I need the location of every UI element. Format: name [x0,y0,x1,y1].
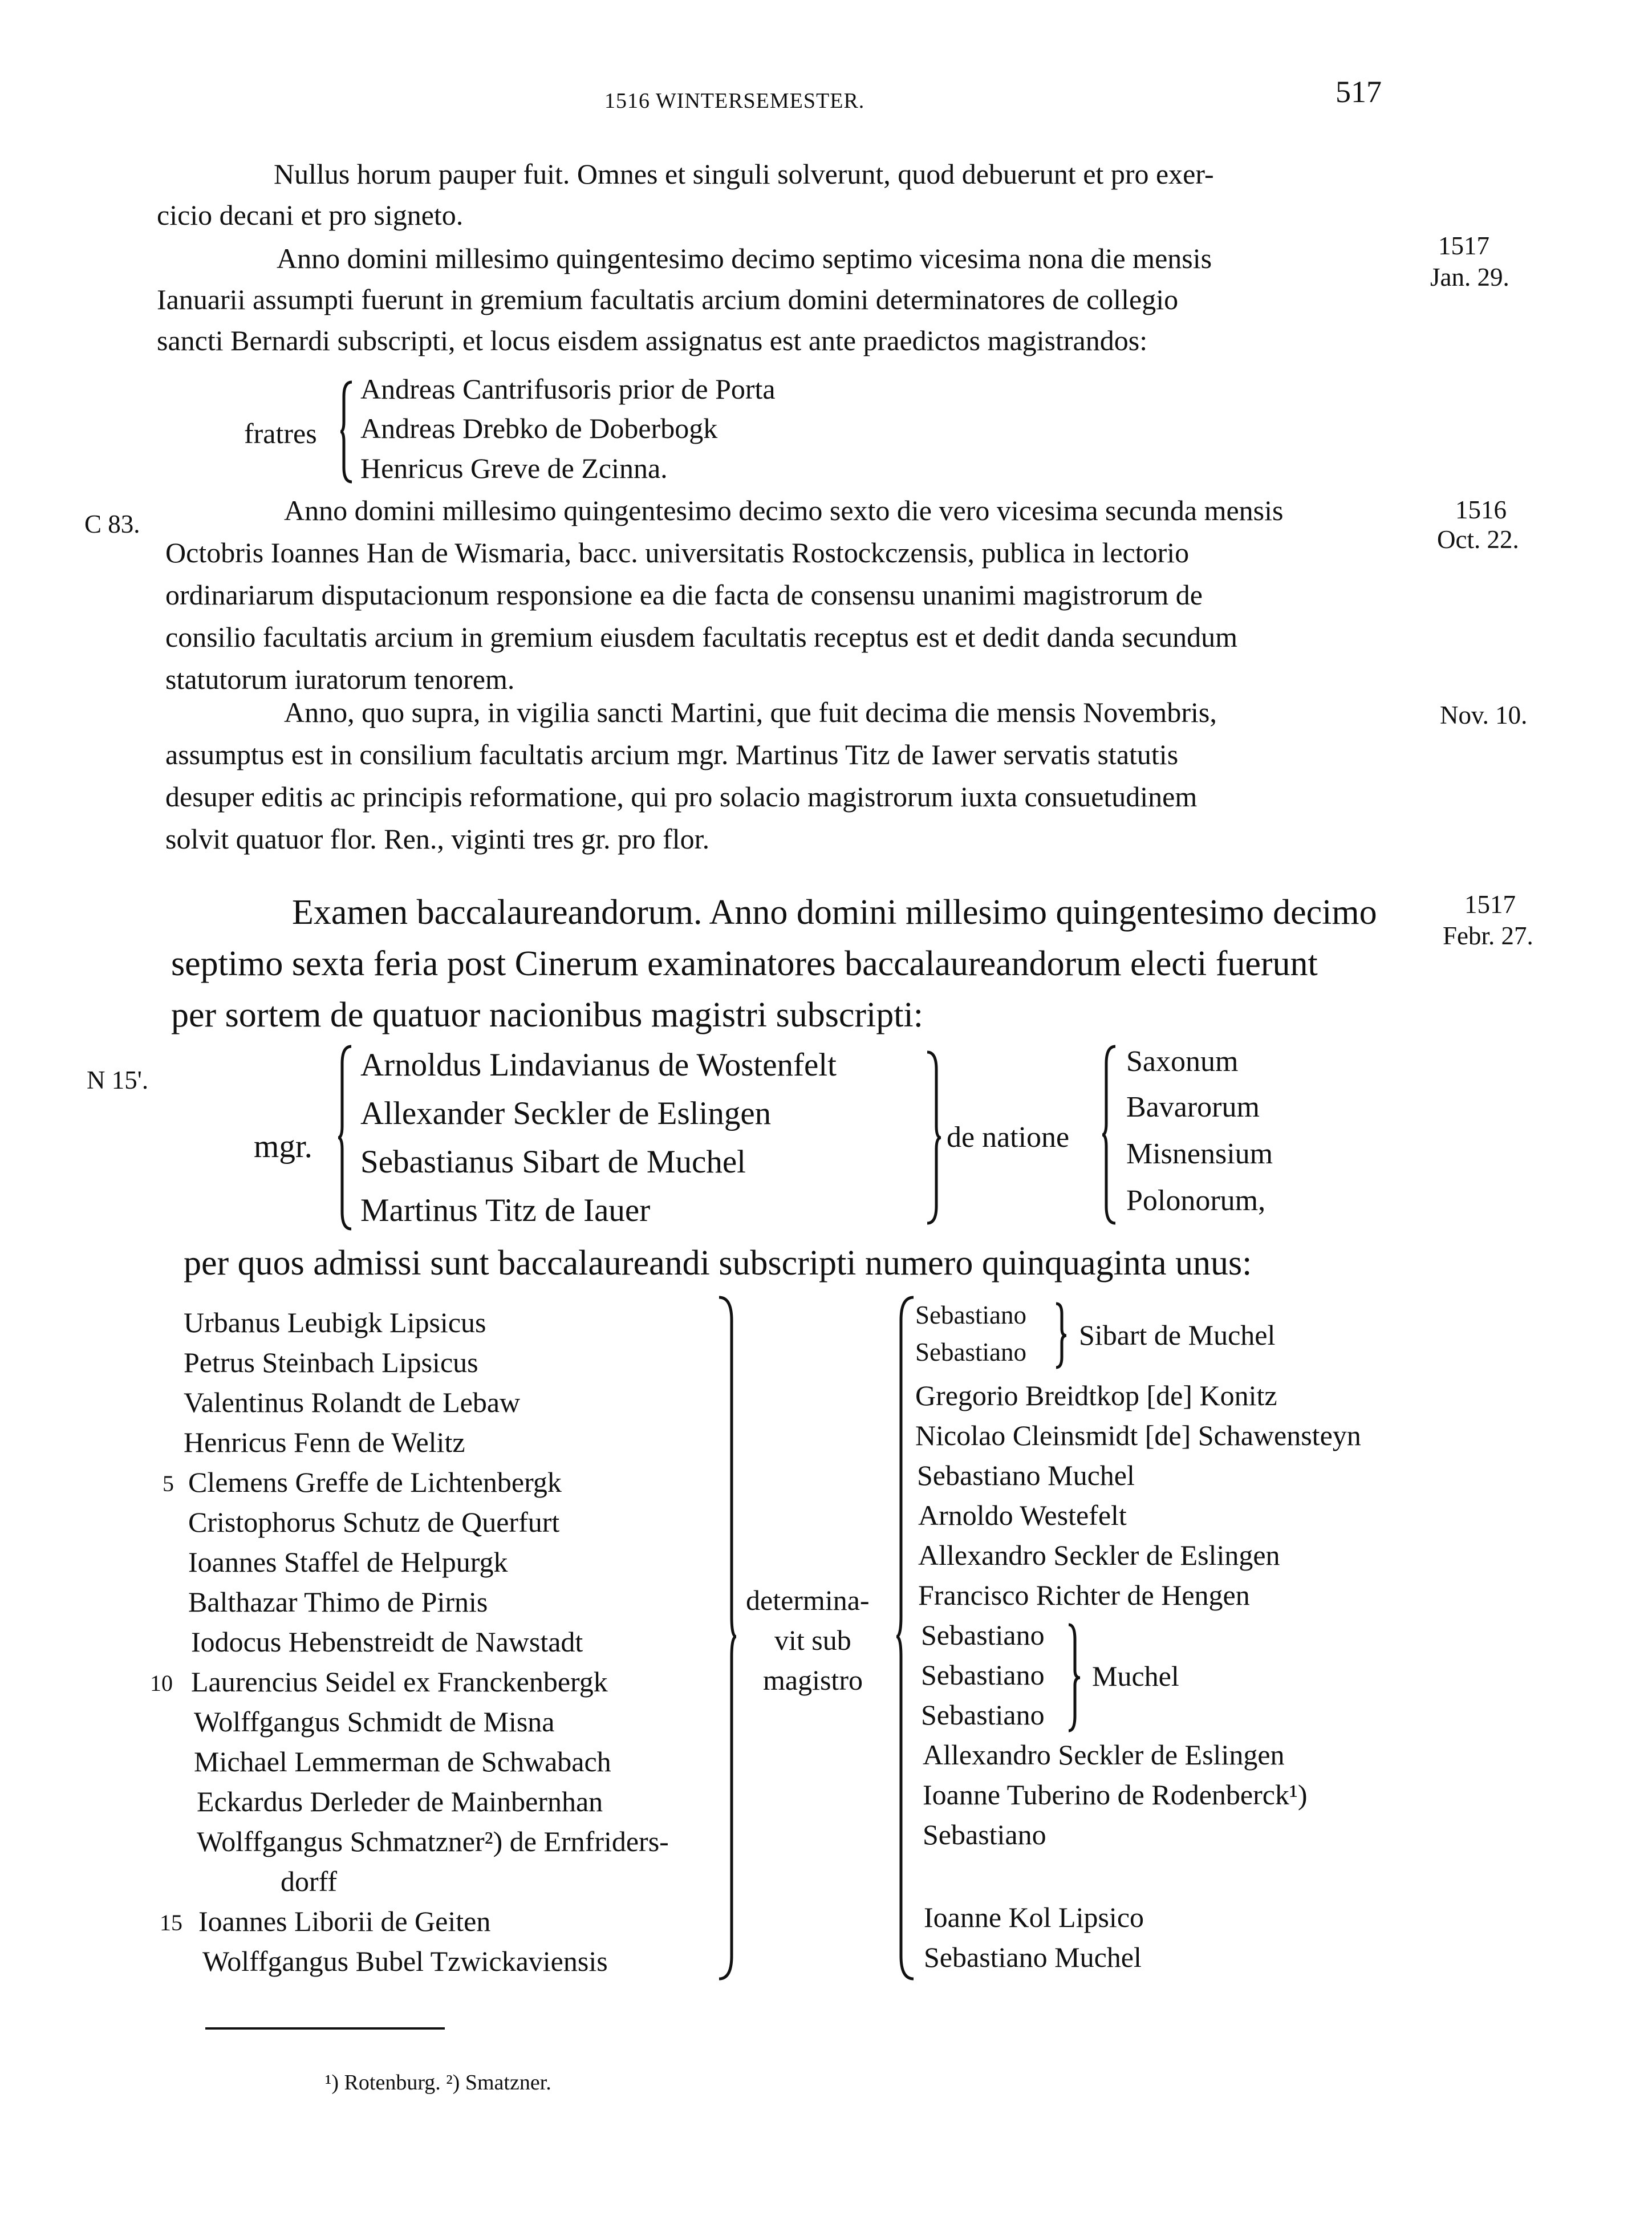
para3-line: Anno domini millesimo quingentesimo decimo sexto die vero vicesima secunda mensis [284,494,1284,526]
footnotes: ¹) Rotenburg. ²) Smatzner. [325,2071,551,2095]
student-name: Iodocus Hebenstreidt de Nawstadt [191,1626,583,1658]
student-name: Clemens Greffe de Lichtenbergk [188,1466,562,1498]
margin-date: Oct. 22. [1437,525,1519,554]
nation: Misnensium [1126,1138,1273,1170]
examiners-brace-right [924,1049,943,1226]
magister-suffix: Sibart de Muchel [1079,1319,1276,1351]
nation: Bavarorum [1126,1091,1260,1123]
fratres-name: Andreas Drebko de Doberbogk [360,412,718,444]
fratres-brace [339,379,356,485]
para4-line: desuper editis ac principis reformatione, qui pro solacio magistrorum iuxta consuetudinem [165,781,1198,813]
magistri-sub-brace-1 [1054,1301,1070,1370]
margin-date: Nov. 10. [1440,701,1528,729]
student-name: Wolffgangus Bubel Tzwickaviensis [202,1945,608,1977]
fratres-name: Henricus Greve de Zcinna. [360,452,668,484]
magister: Francisco Richter de Hengen [918,1579,1250,1611]
magister: Arnoldo Westefelt [918,1499,1127,1531]
margin-year: 1516 [1455,496,1507,524]
determinavit-line: vit sub [774,1624,851,1656]
magister: Ioanne Kol Lipsico [924,1901,1144,1933]
fratres-name: Andreas Cantrifusoris prior de Porta [360,373,776,405]
para1-line: cicio decani et pro signeto. [157,199,464,231]
margin-year: 1517 [1464,890,1516,919]
para2-line: sancti Bernardi subscripti, et locus eisdem assignatus est ante praedictos magistrandos: [157,324,1148,356]
student-name-cont: dorff [281,1865,338,1897]
magister: Sebastiano Muchel [917,1459,1135,1491]
margin-date: Jan. 29. [1430,263,1509,291]
margin-ref: N 15'. [87,1066,149,1094]
magister: Ioanne Tuberino de Rodenberck¹) [923,1779,1308,1811]
student-name: Michael Lemmerman de Schwabach [194,1746,611,1778]
para2-line: Ianuarii assumpti fuerunt in gremium facultatis arcium domini determinatores de collegio [157,283,1179,315]
para3-line: consilio facultatis arcium in gremium eiusdem facultatis receptus est et dedit danda secundum [165,621,1237,653]
margin-ref: C 83. [84,510,140,538]
line-number: 15 [160,1910,182,1935]
magister: Sebastiano [915,1338,1026,1366]
student-name: Ioannes Staffel de Helpurgk [188,1546,508,1578]
line-number: 5 [163,1471,174,1496]
student-name: Urbanus Leubigk Lipsicus [184,1306,486,1338]
para3-line: ordinariarum disputacionum responsione ea die facta de consensu unanimi magistrorum de [165,579,1203,611]
footnote-rule [205,2027,445,2030]
student-name: Henricus Fenn de Welitz [184,1426,465,1458]
student-name: Valentinus Rolandt de Lebaw [184,1386,521,1418]
magistri-sub-brace-2 [1066,1622,1083,1734]
student-name: Ioannes Liborii de Geiten [198,1905,491,1937]
students-brace [716,1295,738,1985]
page-number: 517 [1336,75,1382,109]
margin-date: Febr. 27. [1443,922,1533,950]
magister: Sebastiano [921,1699,1045,1731]
determinavit-line: magistro [763,1664,863,1696]
magistri-brace [894,1295,917,1985]
examiner-name: Sebastianus Sibart de Muchel [360,1144,746,1180]
magister: Sebastiano Muchel [924,1941,1142,1973]
magister: Allexandro Seckler de Eslingen [923,1739,1285,1771]
para3-line: Octobris Ioannes Han de Wismaria, bacc. universitatis Rostockczensis, publica in lectorio [165,537,1190,569]
fratres-label: fratres [244,417,317,449]
magister: Gregorio Breidtkop [de] Konitz [915,1379,1277,1411]
student-name: Laurencius Seidel ex Franckenbergk [191,1666,608,1698]
nations-brace [1101,1044,1120,1226]
student-name: Eckardus Derleder de Mainbernhan [197,1785,603,1817]
examiners-brace-left [336,1044,356,1232]
examen-line: Examen baccalaureandorum. Anno domini millesimo quingentesimo decimo [292,893,1377,932]
margin-year: 1517 [1438,232,1489,260]
examiner-name: Martinus Titz de Iauer [360,1192,651,1228]
de-natione: de natione [947,1121,1070,1154]
para1-line: Nullus horum pauper fuit. Omnes et singuli solverunt, quod debuerunt et pro exer- [274,158,1214,190]
magister: Sebastiano [921,1659,1045,1691]
para4-line: Anno, quo supra, in vigilia sancti Martini, que fuit decima die mensis Novembris, [284,696,1217,728]
para4-line: assumptus est in consilium facultatis arcium mgr. Martinus Titz de Iawer servatis statutis [165,738,1179,770]
admissi-line: per quos admissi sunt baccalaureandi subscripti numero quinquaginta unus: [184,1244,1252,1283]
magister: Allexandro Seckler de Eslingen [918,1539,1280,1571]
para2-line: Anno domini millesimo quingentesimo decimo septimo vicesima nona die mensis [277,242,1212,274]
magister: Sebastiano [915,1301,1026,1329]
magister: Nicolao Cleinsmidt [de] Schawensteyn [915,1419,1361,1451]
magister: Sebastiano [921,1619,1045,1651]
student-name: Petrus Steinbach Lipsicus [184,1346,478,1378]
line-number: 10 [150,1670,173,1696]
examiner-name: Allexander Seckler de Eslingen [360,1095,772,1131]
student-name: Wolffgangus Schmatzner²) de Ernfriders- [197,1825,669,1857]
student-name: Wolffgangus Schmidt de Misna [194,1706,555,1738]
student-name: Balthazar Thimo de Pirnis [188,1586,488,1618]
determinavit-line: determina- [746,1584,870,1616]
nation: Polonorum, [1126,1184,1266,1217]
examen-line: septimo sexta feria post Cinerum examinatores baccalaureandorum electi fuerunt [171,944,1318,983]
examen-line: per sortem de quatuor nacionibus magistri subscripti: [171,996,923,1034]
mgr-label: mgr. [254,1129,312,1164]
para4-line: solvit quatuor flor. Ren., viginti tres gr. pro flor. [165,823,710,855]
examiner-name: Arnoldus Lindavianus de Wostenfelt [360,1047,837,1083]
magister-suffix: Muchel [1092,1660,1179,1692]
magister: Sebastiano [923,1819,1046,1851]
running-header: 1516 WINTERSEMESTER. [604,89,865,113]
para3-line: statutorum iuratorum tenorem. [165,663,515,695]
student-name: Cristophorus Schutz de Querfurt [188,1506,560,1538]
nation: Saxonum [1126,1045,1239,1078]
